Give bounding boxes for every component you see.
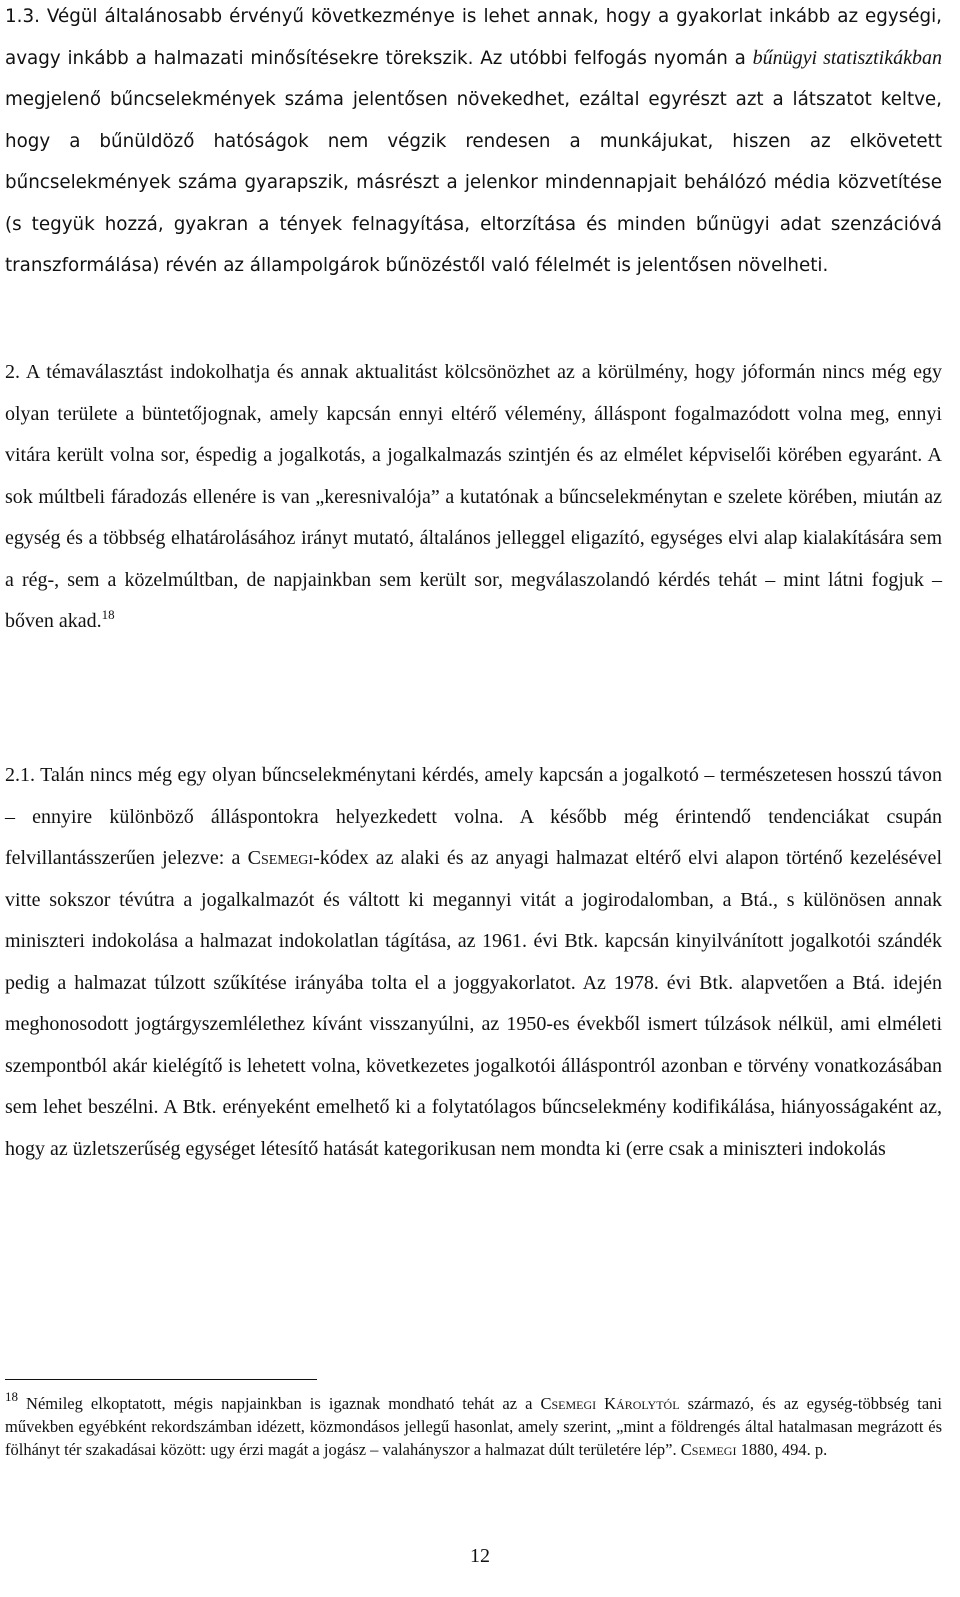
page-number: 12 xyxy=(470,1545,490,1567)
paragraph-1-3-text: 1.3. Végül általánosabb érvényű következménye is lehet annak, hogy a gyakorlat inkább az egységi, avagy inkább a halmazati minősítésekre törekszik. Az utóbbi felfogás nyomán a xyxy=(5,6,942,69)
paragraph-2-1-text: 2.1. Talán nincs még egy olyan bűncselekménytani kérdés, amely kapcsán a jogalkotó – természetesen hosszú távon – ennyire különböző álláspontokra helyezkedett volna. A később még érintendő tendenciákat csupán felvillantásszerűen jelezve: a xyxy=(5,764,942,869)
footnote-number: 18 xyxy=(5,1389,18,1404)
footnote-18 xyxy=(5,1389,943,1461)
paragraph-2 xyxy=(5,352,942,643)
footnote-citation-author: Csemegi xyxy=(680,1440,737,1459)
footnote-citation: 1880, 494. p. xyxy=(736,1440,828,1459)
footnote-text-continued: származó, és az egység-többség tani művekben egyébként rekordszámban idézett, közmondásos jellegű hasonlat, amely szerint, „mint a földrengés által hatalmasan megrázott és fölhányt tér szakadásai között: ugy érzi magát a jogász – valahányszor a halmazat dúlt területére lép”. xyxy=(5,1394,943,1459)
footnote-reference: 18 xyxy=(101,607,115,622)
italic-term: bűnügyi statisztikákban xyxy=(752,46,942,69)
footnote-text: Némileg elkoptatott, mégis napjainkban is igaznak mondható tehát az a xyxy=(18,1394,541,1413)
paragraph-2-1 xyxy=(5,755,942,1170)
footnote-separator xyxy=(5,1379,317,1380)
paragraph-2-1-rest: -kódex az alaki és az anyagi halmazat eltérő elvi alapon történő kezelésével vitte sokszor tévútra a jogalkalmazót és váltott ki megannyi vitát a jogirodalomban, a Btá., s különösen annak miniszteri indokolása a halmazat indokolatlan tágítása, az 1961. évi Btk. kapcsán kinyilvánított jogalkotói szándék pedig a halmazat túlzott szűkítése irányába tolta el a joggyakorlatot. Az 1978. évi Btk. alapvetően a Btá. idején meghonosodott jogtárgyszemlélethez kívánt visszanyúlni, az 1950-es évekből ismert túlzások nélkül, ami elméleti szempontból akár kielégítő is lehetett volna, következetes jogalkotói álláspontról azonban e törvény vonatkozásában sem lehet beszélni. A Btk. erényeként emelhető ki a folytatólagos bűncselekmény kodifikálása, hiányosságaként az, hogy az üzletszerűség egységet létesítő hatását kategorikusan nem mondta ki (erre csak a miniszteri indokolás xyxy=(5,847,942,1160)
paragraph-2-text: 2. A témaválasztást indokolhatja és annak aktualitást kölcsönözhet az a körülmény, hogy jóformán nincs még egy olyan területe a büntetőjognak, amely kapcsán ennyi eltérő vélemény, álláspont fogalmazódott volna meg, ennyi vitára került volna sor, éspedig a jogalkotás, a jogalkalmazás szintjén és az elmélet képviselői körében egyaránt. A sok múltbeli fáradozás ellenére is van „keresnivalója” a kutatónak a bűncselekménytan e szelete körében, miután az egység és a többség elhatárolásához irányt mutató, általános jelleggel eligazító, egységes elvi alap kialakítására sem a rég-, sem a közelmúltban, de napjainkban sem került sor, megválaszolandó kérdés tehát – mint látni fogjuk – bőven akad. xyxy=(5,361,942,632)
paragraph-1-3 xyxy=(5,0,942,287)
author-name-smallcaps: Csemegi xyxy=(247,847,314,869)
paragraph-1-3-rest: megjelenő bűncselekmények száma jelentősen növekedhet, ezáltal egyrészt azt a látszatot keltve, hogy a bűnüldöző hatóságok nem végzik rendesen a munkájukat, hiszen az elkövetett bűncselekmények száma gyarapszik, másrészt a jelenkor mindennapjait behálózó média közvetítése (s tegyük hozzá, gyakran a tények felnagyítása, eltorzítása és minden bűnügyi adat szenzációvá transzformálása) révén az állampolgárok bűnözéstől való félelmét is jelentősen növelheti. xyxy=(5,89,942,276)
footnote-author-smallcaps: Csemegi Károlytól xyxy=(540,1394,680,1413)
